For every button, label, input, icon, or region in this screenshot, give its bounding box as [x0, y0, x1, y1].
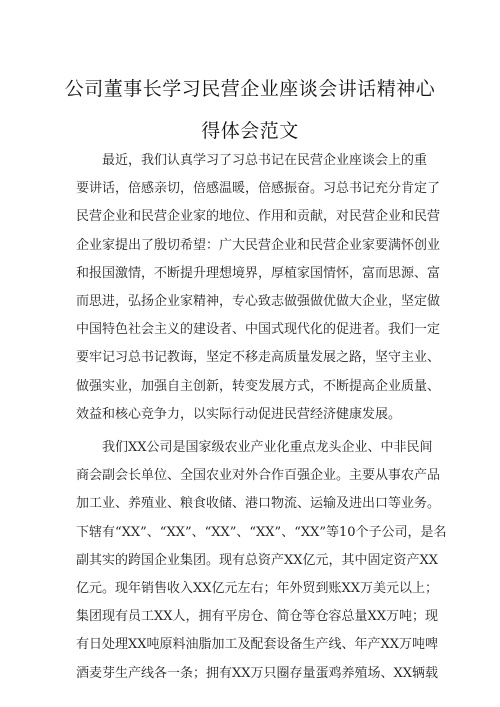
paragraph-1-line: 要牢记习总书记教诲，坚定不移走高质量发展之路，坚守主业、	[76, 350, 441, 366]
paragraph-2-line: 下辖有“XX”、“XX”、“XX”、“XX”、“XX”等10个子公司，是名	[76, 524, 447, 540]
document-title-line-1: 公司董事长学习民营企业座谈会讲话精神心	[64, 78, 436, 100]
paragraph-1-line: 民营企业和民营企业家的地位、作用和贡献，对民营企业和民营	[76, 209, 441, 225]
paragraph-2-line: 副其实的跨国企业集团。现有总资产XX亿元，其中固定资产XX	[76, 552, 439, 568]
document-title-line-2: 得体会范文	[201, 120, 299, 142]
paragraph-2-line: 酒麦芽生产线各一条；拥有XX万只圈存量蛋鸡养殖场、XX辆载	[76, 665, 439, 681]
paragraph-1-line: 最近，我们认真学习了习总书记在民营企业座谈会上的重	[102, 153, 428, 168]
paragraph-1-line: 而思进，弘扬企业家精神，专心致志做强做优做大企业，坚定做	[76, 294, 441, 309]
paragraph-2-line: 集团现有员工XX人，拥有平房仓、简仓等仓容总量XX万吨；现	[76, 609, 439, 625]
paragraph-1-line: 和报国激情，不断提升理想境界，厚植家国情怀，富而思源、富	[76, 265, 441, 281]
paragraph-2-line: 商会副会长单位、全国农业对外合作百强企业。主要从事农产品	[76, 468, 441, 484]
paragraph-2-line: 亿元。现年销售收入XX亿元左右；年外贸到账XX万美元以上；	[76, 581, 439, 596]
paragraph-1-line: 做强实业，加强自主创新，转变发展方式，不断提高企业质量、	[76, 378, 441, 394]
paragraph-2-line: 有日处理XX吨原料油脂加工及配套设备生产线、年产XX万吨啤	[76, 637, 439, 653]
paragraph-2-line: 我们XX公司是国家级农业产业化重点龙头企业、中非民间	[102, 440, 433, 455]
paragraph-1-line: 要讲话，倍感亲切，倍感温暖，倍感振奋。习总书记充分肯定了	[76, 181, 441, 197]
paragraph-1-line: 企业家提出了殷切希望：广大民营企业和民营企业家要满怀创业	[76, 237, 441, 253]
paragraph-2-line: 加工业、养殖业、粮食收储、港口物流、运输及进出口等业务。	[76, 496, 441, 512]
paragraph-1-line: 中国特色社会主义的建设者、中国式现代化的促进者。我们一定	[76, 322, 441, 338]
paragraph-1-line: 效益和核心竞争力，以实际行动促进民营经济健康发展。	[76, 406, 402, 422]
